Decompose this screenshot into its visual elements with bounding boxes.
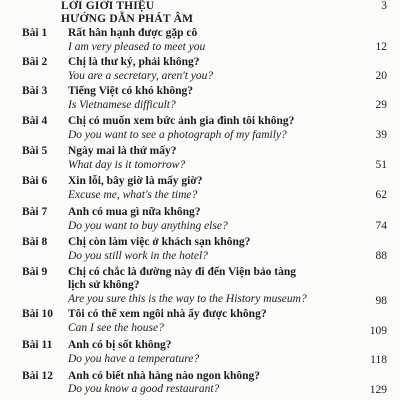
lesson-number: Bài 11 [22,339,53,351]
lesson-row-7 [0,206,400,236]
lesson-title-vietnamese-continued: lịch sử không? [68,279,140,291]
lesson-title-vietnamese: Chị là thư ký, phải không? [68,56,200,68]
lesson-page-number: 74 [375,220,387,232]
lesson-row-10 [0,308,400,338]
lesson-row-9 [0,266,400,310]
lesson-page-number: 118 [370,354,387,366]
lesson-number: Bài 2 [22,56,48,68]
lesson-row-6 [0,175,400,205]
lesson-number: Bài 5 [22,145,48,157]
lesson-title-vietnamese: Anh có biết nhà hàng nào ngon không? [68,370,261,382]
lesson-page-number: 51 [375,159,387,171]
lesson-title-english: Excuse me, what's the time? [68,189,198,201]
lesson-row-4 [0,115,400,145]
lesson-title-vietnamese: Ngày mai là thứ mấy? [68,145,177,157]
lesson-number: Bài 9 [22,266,48,278]
lesson-title-english: Can I see the house? [68,322,164,334]
lesson-title-english: Is Vietnamese difficult? [68,99,176,111]
lesson-page-number: 109 [369,325,387,337]
pronunciation-guide-title: HƯỚNG DẪN PHÁT ÂM [61,13,194,25]
lesson-title-vietnamese: Tôi có thể xem ngôi nhà ấy được không? [68,308,267,320]
lesson-title-english: You are a secretary, aren't you? [68,70,214,82]
lesson-page-number: 62 [375,189,387,201]
lesson-page-number: 129 [369,384,387,396]
lesson-row-1 [0,27,400,57]
lesson-row-12 [0,370,400,400]
lesson-number: Bài 1 [22,27,48,39]
lesson-number: Bài 3 [22,85,48,97]
intro-title: LỜI GIỚI THIỆU [61,0,155,12]
lesson-title-english: What day is it tomorrow? [68,159,186,171]
lesson-page-number: 98 [375,295,387,307]
lesson-number: Bài 6 [22,175,48,187]
lesson-title-english: Do you want to buy anything else? [68,220,228,232]
lesson-title-vietnamese: Chị có chắc là đường này đi đến Viện bảo tàng [68,266,296,278]
lesson-page-number: 39 [375,129,387,141]
lesson-page-number: 88 [375,250,387,262]
intro-page-number: 3 [381,0,387,12]
lesson-row-11 [0,339,400,369]
lesson-page-number: 29 [375,99,387,111]
lesson-title-english: Do you have a temperature? [68,353,200,365]
lesson-page-number: 20 [375,70,387,82]
lesson-title-vietnamese: Anh có bị sốt không? [68,339,172,351]
lesson-title-english: I am very pleased to meet you [68,41,206,53]
lesson-number: Bài 8 [22,236,48,248]
lesson-row-3 [0,85,400,115]
lesson-title-vietnamese: Xin lỗi, bây giờ là mấy giờ? [68,175,203,187]
lesson-title-vietnamese: Chị có muốn xem bức ảnh gia đình tôi không? [68,115,295,127]
lesson-title-english: Do you still work in the hotel? [68,250,208,262]
lesson-title-vietnamese: Rất hân hạnh được gặp cô [68,27,198,39]
lesson-title-english: Are you sure this is the way to the History museum? [68,293,307,305]
lesson-title-english: Do you know a good restaurant? [68,383,220,395]
lesson-title-vietnamese: Tiếng Việt có khó không? [68,85,194,97]
lesson-title-vietnamese: Anh có mua gì nữa không? [68,206,201,218]
lesson-number: Bài 4 [22,115,48,127]
lesson-number: Bài 10 [22,308,53,320]
lesson-number: Bài 12 [22,370,53,382]
lesson-page-number: 12 [375,41,387,53]
lesson-number: Bài 7 [22,206,48,218]
lesson-title-english: Do you want to see a photograph of my family? [68,129,287,141]
lesson-title-vietnamese: Chị còn làm việc ở khách sạn không? [68,236,251,248]
lesson-row-2 [0,56,400,86]
lesson-row-8 [0,236,400,266]
lesson-row-5 [0,145,400,175]
